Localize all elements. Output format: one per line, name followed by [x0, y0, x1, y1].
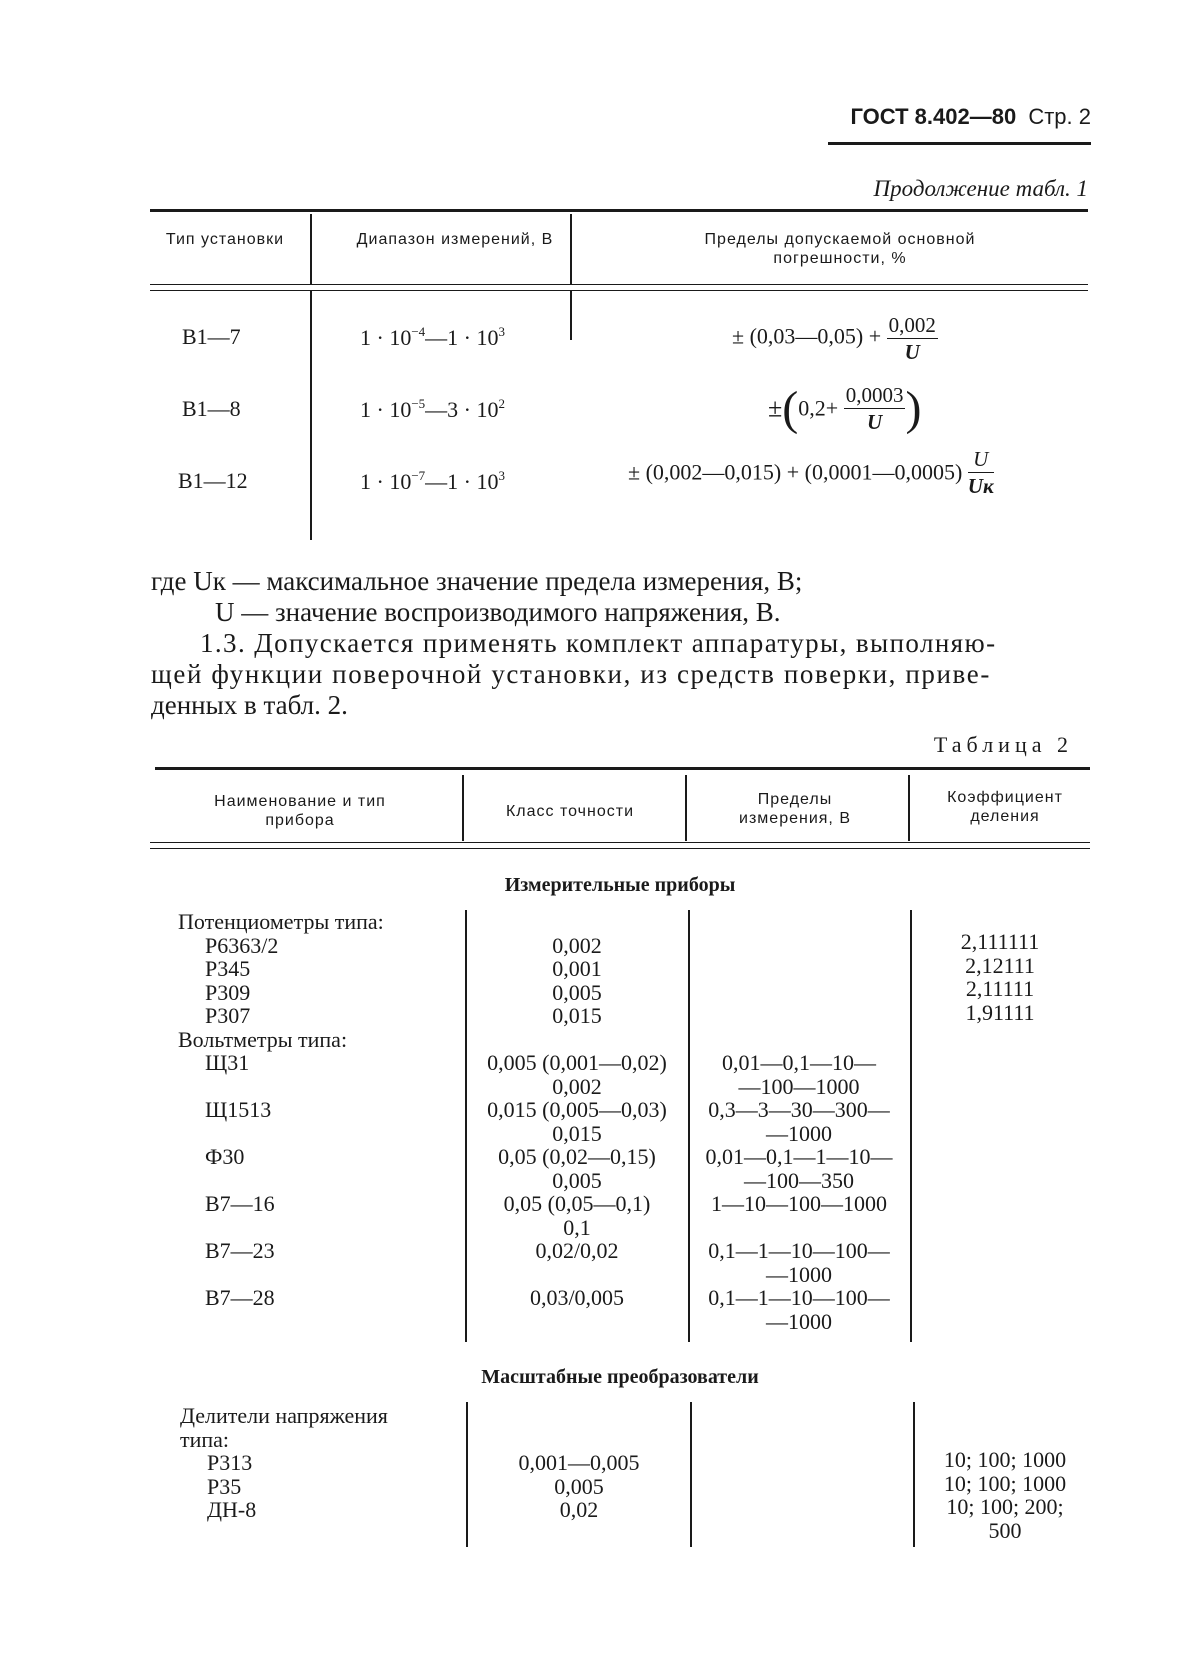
paragraph-line: щей функции поверочной установки, из средств поверки, приве-: [151, 659, 991, 689]
table1-type: В1—12: [178, 468, 248, 493]
table2-vline: [685, 775, 687, 841]
table2-col4-header: Коэффициент деления: [947, 789, 1063, 825]
table1-col1-header: Тип установки: [165, 231, 285, 248]
table1-vline: [570, 290, 572, 340]
doc-number: ГОСТ 8.402—80: [850, 104, 1017, 129]
page-number: Стр. 2: [1028, 104, 1091, 129]
table1-vline: [310, 214, 312, 284]
table2-s2-class: 0,001—0,005 0,005 0,02: [518, 1450, 640, 1522]
table1-col3-header: Пределы допускаемой основной погрешности, %: [704, 231, 976, 267]
table2-header-rule: [150, 842, 1090, 843]
table2-s1-coef: 2,111111 2,12111 2,11111 1,91111: [960, 929, 1040, 1025]
table2-top-rule: [155, 767, 1090, 770]
table2-col2-header: Класс точности: [505, 803, 635, 820]
table2-s2-names: Делители напряжения типа: Р313 Р35 ДН-8: [180, 1403, 388, 1522]
table2-title: Таблица 2: [933, 732, 1073, 757]
table1-error-formula: ± (0,03—0,05) + $\frac{0,002}{U}$: [732, 313, 936, 364]
paragraph-line: денных в табл. 2.: [151, 690, 348, 720]
table2-vline: [462, 775, 464, 841]
table1-type: В1—7: [182, 324, 241, 349]
table2-s1-names: Потенциометры типа: Р6363/2 Р345 Р309 Р307 Вольтметры типа: Щ31 Щ1513 Ф30 В7—16 В7—23 В7—28: [178, 909, 384, 1310]
table2-vline: [690, 1402, 692, 1547]
table2-vline: [466, 1402, 468, 1547]
note-uk: где Uк — максимальное значение предела измерения, В;: [151, 566, 803, 596]
table2-col3-header: Пределы измерения, В: [739, 791, 851, 827]
table2-s1-limits: 0,01—0,1—10— —100—1000 0,3—3—30—300— —1000 0,01—0,1—1—10— —100—350 1—10—100—1000 0,1—1—10—100— —1000 0,1—1—10—100— —1000: [705, 1050, 893, 1334]
table1-header-rule: [150, 290, 1088, 291]
table1-vline: [310, 290, 312, 540]
table2-s1-class: 0,002 0,001 0,005 0,015 0,005 (0,001—0,02) 0,002 0,015 (0,005—0,03) 0,015 0,05 (0,02—0,15) 0,005 0,05 (0,05—0,1) 0,1 0,02/0,02 0,03/0,005: [487, 932, 667, 1310]
table2-section-title: Измерительные приборы: [504, 874, 736, 896]
table2-section-title: Масштабные преобразователи: [481, 1366, 759, 1388]
table1-range: $1 \cdot 10^{-7}—1 \cdot 10^3$: [360, 468, 505, 494]
table1-type: В1—8: [182, 396, 241, 421]
table2-vline: [465, 910, 467, 1342]
table1-col2-header: Диапазон измерений, В: [356, 231, 554, 248]
table2-s2-coef: 10; 100; 1000 10; 100; 1000 10; 100; 200; 500: [943, 1447, 1067, 1543]
paragraph-line: 1.3. Допускается применять комплект аппаратуры, выполняю-: [200, 628, 997, 658]
table2-vline: [908, 775, 910, 841]
page-header: [828, 104, 1091, 145]
table1-error-formula: ± (0,002—0,015) + (0,0001—0,0005) $\frac{U}{Uк}$: [628, 447, 994, 498]
table2-header-rule: [150, 848, 1090, 849]
table1-header-rule: [150, 284, 1088, 285]
table1-top-rule: [150, 209, 1088, 212]
table2-vline: [913, 1402, 915, 1547]
table1-vline: [570, 214, 572, 284]
table1-error-formula: ±(0,2+ $\frac{0,0003}{U}$ ): [768, 382, 922, 435]
table2-vline: [910, 910, 912, 1342]
table2-col1-header: Наименование и тип прибора: [214, 793, 386, 829]
table1-caption: Продолжение табл. 1: [873, 176, 1088, 201]
table1-range: $1 \cdot 10^{-5}—3 \cdot 10^2$: [360, 396, 505, 422]
note-u: U — значение воспроизводимого напряжения, В.: [215, 597, 781, 627]
table1-range: $1 \cdot 10^{-4}—1 \cdot 10^3$: [360, 324, 505, 350]
